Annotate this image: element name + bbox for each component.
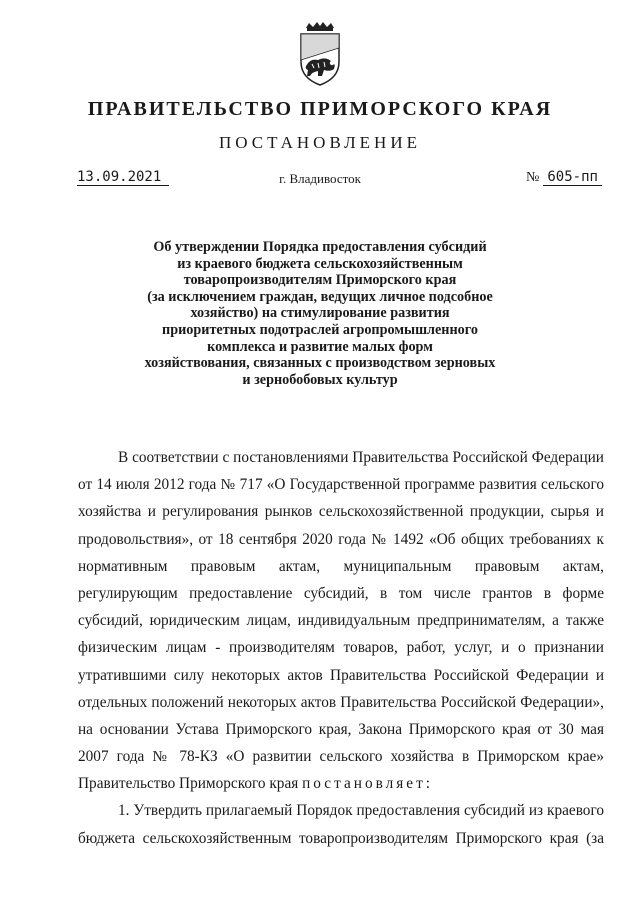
document-number <box>526 170 602 185</box>
document-type: ПОСТАНОВЛЕНИЕ <box>218 133 421 152</box>
subject-line: хозяйствования, связанных с производством зерновых <box>144 355 496 372</box>
document-subject <box>110 239 530 388</box>
item-line: 1. Утвердить прилагаемый Порядок предоставления субсидий из краевого <box>118 802 604 820</box>
body-line: продовольствия», от 18 сентября 2020 года № 1492 «Об общих требованиях к <box>78 530 604 548</box>
number-value: 605-пп <box>543 169 602 186</box>
body-line: отдельных положений некоторых актов Правительства Российской Федерации», <box>78 693 604 711</box>
body-line: регулирующим предоставление субсидий, в том числе грантов в форме <box>78 584 604 602</box>
body-line: нормативным правовым актам, муниципальным правовым актам, <box>78 557 604 575</box>
decree-line <box>78 770 604 797</box>
item-line: бюджета сельскохозяйственным товаропроизводителям Приморского края (за <box>78 829 604 847</box>
body-line: 2007 года № 78-КЗ «О развитии сельского хозяйства в Приморском крае» <box>78 748 604 766</box>
body-line: на основании Устава Приморского края, Закона Приморского края от 30 мая <box>78 720 604 738</box>
body-line: хозяйства и регулирования рынков сельскохозяйственной продукции, сырья и <box>78 503 604 521</box>
subject-line: (за исключением граждан, ведущих личное подсобное <box>147 288 493 305</box>
subject-line: приоритетных подотраслей агропромышленного <box>162 321 478 338</box>
body-line: физическим лицам - производителям товаров, работ, услуг, и о признании <box>78 639 604 657</box>
decree-prefix: Правительство Приморского края <box>78 775 303 793</box>
subject-line: и зернобобовых культур <box>242 371 398 388</box>
subject-line: хозяйство) на стимулирование развития <box>190 305 450 322</box>
body-line: от 14 июля 2012 года № 717 «О Государственной программе развития сельского <box>78 476 604 494</box>
body-line: утратившими силу некоторых актов Правительства Российской Федерации и <box>78 666 604 684</box>
subject-line: товаропроизводителям Приморского края <box>183 272 457 289</box>
document-city: г. Владивосток <box>279 171 361 186</box>
government-title: ПРАВИТЕЛЬСТВО ПРИМОРСКОГО КРАЯ <box>87 98 553 120</box>
decree-verb: постановляет: <box>302 775 434 793</box>
number-sign: № <box>526 170 540 185</box>
coat-of-arms-icon <box>296 22 344 88</box>
document-date: 13.09.2021 <box>77 170 169 186</box>
body-line: субсидий, юридическим лицам, индивидуальным предпринимателям, а также <box>78 612 604 630</box>
subject-line: комплекса и развитие малых форм <box>207 338 433 355</box>
subject-line: из краевого бюджета сельскохозяйственным <box>177 255 463 272</box>
subject-line: Об утверждении Порядка предоставления субсидий <box>153 239 487 255</box>
body-line: В соответствии с постановлениями Правительства Российской Федерации <box>118 449 604 466</box>
document-body <box>78 444 604 852</box>
crown-icon <box>306 22 334 28</box>
